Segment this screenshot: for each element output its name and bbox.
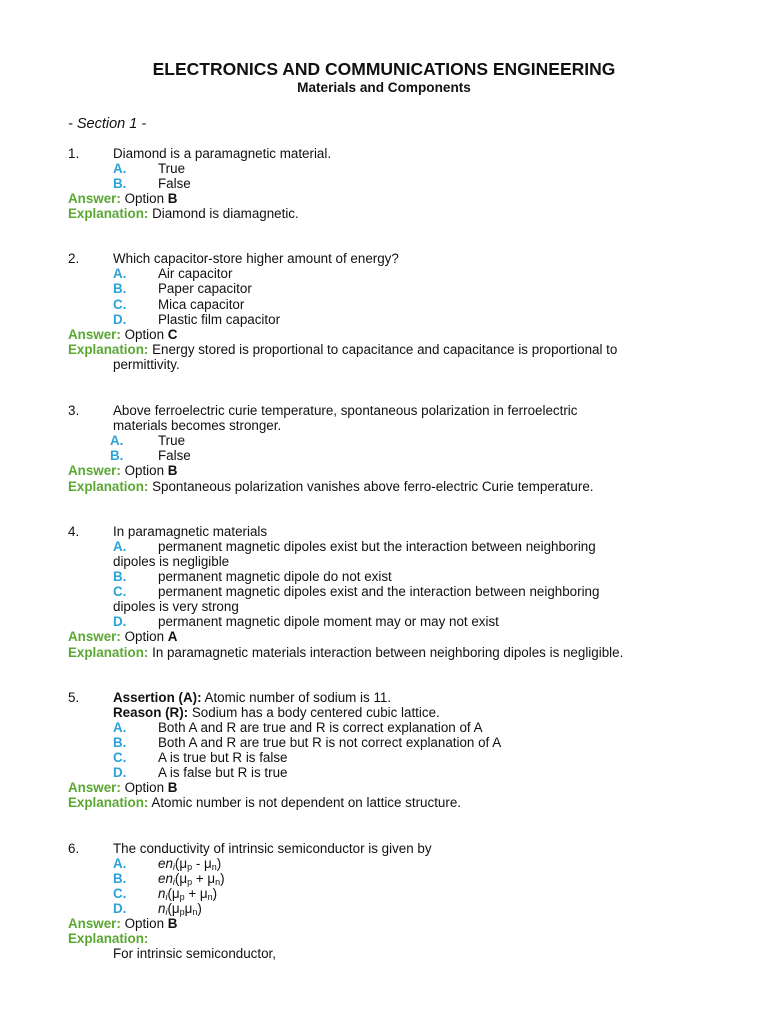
option-text: Mica capacitor <box>158 297 245 312</box>
option-word: Option <box>124 629 165 644</box>
explanation-text: Atomic number is not dependent on lattice structure. <box>151 795 461 810</box>
assertion-label: Assertion (A): <box>113 690 202 705</box>
option-text: permanent magnetic dipole moment may or may not exist <box>158 614 499 629</box>
option-word: Option <box>124 780 165 795</box>
explanation-line <box>68 795 461 810</box>
option-formula: $en_i(\mu_p - \mu_n)$ <box>158 856 222 872</box>
option-letter: C. <box>113 750 127 765</box>
option-text: Air capacitor <box>158 266 233 281</box>
question-number: 1. <box>68 146 80 161</box>
option-text-continuation: dipoles is very strong <box>113 599 239 614</box>
assertion-text: Atomic number of sodium is 11. <box>204 690 392 705</box>
question-text: The conductivity of intrinsic semiconductor is given by <box>113 841 432 856</box>
option-formula: $n_i(\mu_p + \mu_n)$ <box>158 886 218 902</box>
answer-value: B <box>167 463 178 478</box>
option-letter: A. <box>113 720 127 735</box>
option-letter: C. <box>113 584 127 599</box>
reason-label: Reason (R): <box>113 705 189 720</box>
explanation-label: Explanation: <box>68 479 149 494</box>
explanation-label: Explanation: <box>68 645 149 660</box>
explanation-label: Explanation: <box>68 342 149 357</box>
option-word: Option <box>124 463 165 478</box>
explanation-line <box>68 342 617 357</box>
option-letter: B. <box>113 281 127 296</box>
question-number: 5. <box>68 690 80 705</box>
answer-line <box>68 191 177 206</box>
option-text: A is false but R is true <box>158 765 288 780</box>
option-letter: C. <box>113 886 127 901</box>
option-text: permanent magnetic dipoles exist and the interaction between neighboring <box>158 584 600 599</box>
option-text: False <box>158 448 191 463</box>
answer-line <box>68 629 177 644</box>
document-title: ELECTRONICS AND COMMUNICATIONS ENGINEERING <box>152 59 616 79</box>
option-letter: D. <box>113 901 127 916</box>
option-text-continuation: dipoles is negligible <box>113 554 230 569</box>
answer-label: Answer: <box>68 916 121 931</box>
option-formula: $n_i(\mu_p\mu_n)$ <box>158 901 202 917</box>
option-letter: B. <box>113 871 127 886</box>
option-word: Option <box>124 327 165 342</box>
option-letter: D. <box>113 614 127 629</box>
answer-value: B <box>167 191 178 206</box>
explanation-text: Diamond is diamagnetic. <box>152 206 299 221</box>
option-text: False <box>158 176 191 191</box>
explanation-line <box>68 645 623 660</box>
answer-label: Answer: <box>68 780 121 795</box>
option-letter: A. <box>113 856 127 871</box>
question-number: 4. <box>68 524 80 539</box>
answer-line <box>68 463 177 478</box>
answer-value: A <box>167 629 178 644</box>
assertion-line <box>113 690 391 705</box>
answer-value: B <box>167 916 178 931</box>
option-text: Both A and R are true and R is correct explanation of A <box>158 720 483 735</box>
question-number: 2. <box>68 251 80 266</box>
option-letter: B. <box>110 448 124 463</box>
option-text: Paper capacitor <box>158 281 252 296</box>
option-letter: A. <box>113 539 127 554</box>
option-text: permanent magnetic dipoles exist but the interaction between neighboring <box>158 539 596 554</box>
option-letter: C. <box>113 297 127 312</box>
option-letter: B. <box>113 735 127 750</box>
explanation-continuation: permittivity. <box>113 357 180 372</box>
explanation-label: Explanation: <box>68 795 149 810</box>
option-letter: D. <box>113 765 127 780</box>
option-text: Plastic film capacitor <box>158 312 281 327</box>
option-letter: A. <box>110 433 124 448</box>
explanation-line <box>68 931 148 946</box>
question-text: In paramagnetic materials <box>113 524 268 539</box>
answer-value: B <box>167 780 178 795</box>
option-text: True <box>158 161 186 176</box>
explanation-line <box>68 206 299 221</box>
option-letter: A. <box>113 266 127 281</box>
answer-label: Answer: <box>68 463 121 478</box>
document-subtitle: Materials and Components <box>297 80 471 95</box>
reason-line <box>113 705 440 720</box>
explanation-label: Explanation: <box>68 931 149 946</box>
option-letter: B. <box>113 569 127 584</box>
answer-value: C <box>167 327 178 342</box>
answer-label: Answer: <box>68 327 121 342</box>
option-word: Option <box>124 916 165 931</box>
explanation-line <box>68 479 593 494</box>
explanation-text: Energy stored is proportional to capacitance and capacitance is proportional to <box>152 342 618 357</box>
option-letter: A. <box>113 161 127 176</box>
explanation-label: Explanation: <box>68 206 149 221</box>
question-number: 6. <box>68 841 80 856</box>
option-text: A is true but R is false <box>158 750 288 765</box>
reason-text: Sodium has a body centered cubic lattice. <box>191 705 440 720</box>
option-text: Both A and R are true but R is not correct explanation of A <box>158 735 502 750</box>
answer-label: Answer: <box>68 191 121 206</box>
option-letter: D. <box>113 312 127 327</box>
question-text: Diamond is a paramagnetic material. <box>113 146 332 161</box>
question-text: Which capacitor-store higher amount of energy? <box>113 251 399 266</box>
answer-line <box>68 327 177 342</box>
explanation-continuation: For intrinsic semiconductor, <box>113 946 276 961</box>
option-letter: B. <box>113 176 127 191</box>
question-number: 3. <box>68 403 80 418</box>
answer-line <box>68 916 177 931</box>
answer-label: Answer: <box>68 629 121 644</box>
explanation-text: In paramagnetic materials interaction between neighboring dipoles is negligible. <box>152 645 624 660</box>
section-heading: - Section 1 - <box>68 116 147 132</box>
option-formula: $en_i(\mu_p + \mu_n)$ <box>158 871 225 887</box>
option-word: Option <box>124 191 165 206</box>
question-text: Above ferroelectric curie temperature, spontaneous polarization in ferroelectric <box>113 403 578 418</box>
answer-line <box>68 780 177 795</box>
option-text: True <box>158 433 186 448</box>
question-text-continuation: materials becomes stronger. <box>113 418 282 433</box>
option-text: permanent magnetic dipole do not exist <box>158 569 392 584</box>
explanation-text: Spontaneous polarization vanishes above ferro-electric Curie temperature. <box>152 479 594 494</box>
